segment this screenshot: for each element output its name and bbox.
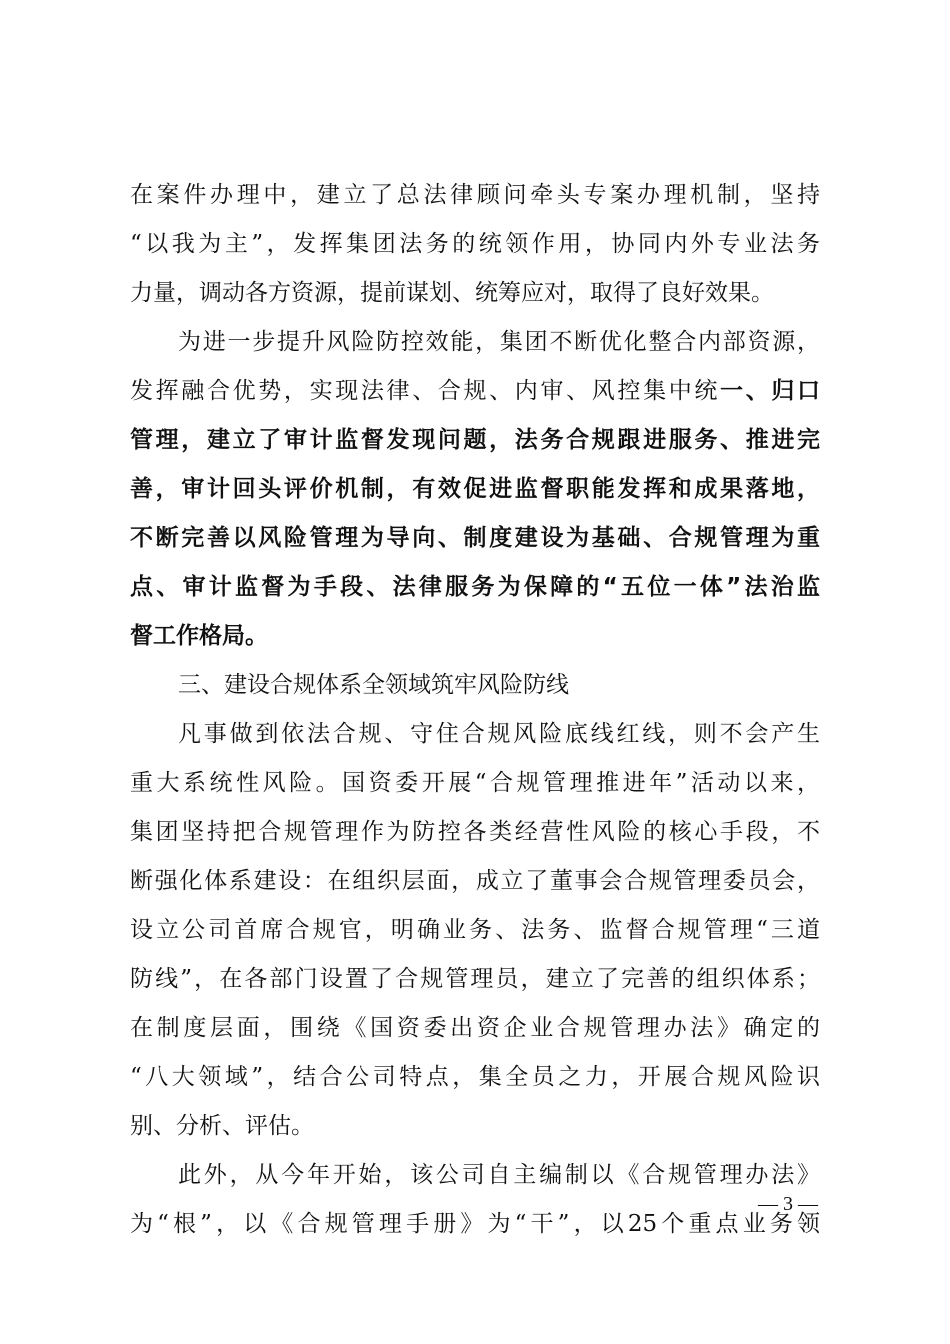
p2-line-2-bold: 一、归口 [720, 378, 821, 404]
p3-line-9: 别、分析、评估。 [130, 1113, 314, 1139]
p3-line-7: 在制度层面，围绕《国资委出资企业合规管理办法》确定的 [130, 1015, 820, 1041]
p4-line-1: 此外，从今年开始，该公司自主编制以《合规管理办法》 [178, 1162, 820, 1188]
p2-line-7: 督工作格局。 [130, 623, 268, 649]
p2-line-6: 点、审计监督为手段、法律服务为保障的“五位一体”法治监 [130, 574, 820, 600]
p4-line-2: 为“根”，以《合规管理手册》为“干”，以25个重点业务领 [130, 1211, 820, 1237]
p3-line-4: 断强化体系建设：在组织层面，成立了董事会合规管理委员会， [130, 868, 820, 894]
section-heading: 三、建设合规体系全领域筑牢风险防线 [178, 672, 569, 698]
p2-line-3: 管理，建立了审计监督发现问题，法务合规跟进服务、推进完 [130, 427, 820, 453]
page-number: — 3 — [758, 1193, 818, 1215]
p3-line-1: 凡事做到依法合规、守住合规风险底线红线，则不会产生 [178, 721, 820, 747]
p1-line-3: 力量，调动各方资源，提前谋划、统筹应对，取得了良好效果。 [130, 280, 774, 306]
p2-line-5: 不断完善以风险管理为导向、制度建设为基础、合规管理为重 [130, 525, 820, 551]
p2-line-2 [130, 376, 820, 406]
p1-line-2: “以我为主”，发挥集团法务的统领作用，协同内外专业法务 [130, 231, 820, 257]
p3-line-2: 重大系统性风险。国资委开展“合规管理推进年”活动以来， [130, 770, 820, 796]
p2-line-1: 为进一步提升风险防控效能，集团不断优化整合内部资源， [178, 329, 820, 355]
p3-line-3: 集团坚持把合规管理作为防控各类经营性风险的核心手段，不 [130, 819, 820, 845]
p3-line-8: “八大领域”，结合公司特点，集全员之力，开展合规风险识 [130, 1064, 820, 1090]
p2-line-2-regular: 发挥融合优势，实现法律、合规、内审、风控集中统 [130, 378, 721, 404]
p3-line-6: 防线”，在各部门设置了合规管理员，建立了完善的组织体系； [130, 966, 820, 992]
p2-line-4: 善，审计回头评价机制，有效促进监督职能发挥和成果落地， [130, 476, 820, 502]
p3-line-5: 设立公司首席合规官，明确业务、法务、监督合规管理“三道 [130, 917, 820, 943]
p1-line-1: 在案件办理中，建立了总法律顾问牵头专案办理机制，坚持 [130, 182, 820, 208]
